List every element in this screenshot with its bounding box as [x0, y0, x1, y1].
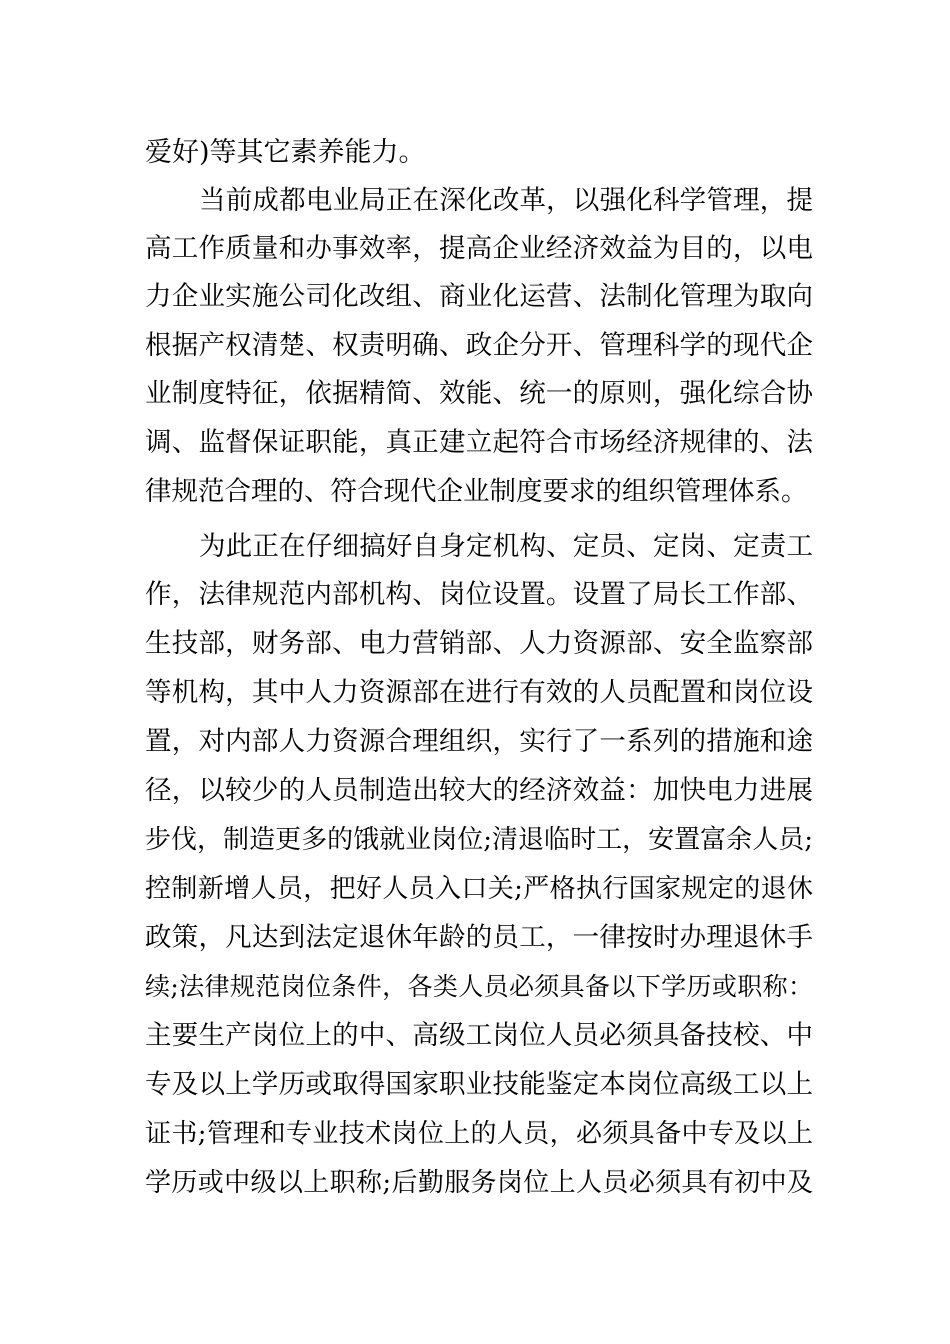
text-line-21: 证书;管理和专业技术岗位上的人员，必须具备中专及以上 — [145, 1119, 813, 1149]
text-line-4: 力企业实施公司化改组、商业化运营、法制化管理为取向 — [145, 281, 813, 312]
text-line-12: 等机构，其中人力资源部在进行有效的人员配置和岗位设 — [145, 677, 813, 708]
text-line-2: 当前成都电业局正在深化改革，以强化科学管理，提 — [199, 185, 813, 216]
text-line-17: 政策，凡达到法定退休年龄的员工，一律按时办理退休手 — [145, 922, 813, 953]
text-line-9: 为此正在仔细搞好自身定机构、定员、定岗、定责工 — [199, 531, 813, 562]
text-line-22: 学历或中级以上职称;后勤服务岗位上人员必须具有初中及 — [145, 1168, 813, 1198]
text-line-13: 置，对内部人力资源合理组织，实行了一系列的措施和途 — [145, 726, 813, 757]
text-line-15: 步伐，制造更多的饿就业岗位;清退临时工，安置富余人员; — [145, 825, 813, 855]
text-line-14: 径，以较少的人员制造出较大的经济效益：加快电力进展 — [145, 775, 813, 806]
text-line-10: 作，法律规范内部机构、岗位设置。设置了局长工作部、 — [145, 579, 813, 610]
text-line-8: 律规范合理的、符合现代企业制度要求的组织管理体系。 — [145, 476, 808, 507]
text-line-7: 调、监督保证职能，真正建立起符合市场经济规律的、法 — [145, 427, 813, 458]
text-line-19: 主要生产岗位上的中、高级工岗位人员必须具备技校、中 — [145, 1020, 813, 1051]
text-line-3: 高工作质量和办事效率，提高企业经济效益为目的，以电 — [145, 233, 813, 264]
text-line-6: 业制度特征，依据精简、效能、统一的原则，强化综合协 — [145, 378, 813, 409]
text-line-18: 续;法律规范岗位条件，各类人员必须具备以下学历或职称： — [145, 972, 813, 1001]
text-line-16: 控制新增人员，把好人员入口关;严格执行国家规定的退休 — [145, 874, 813, 904]
text-line-11: 生技部，财务部、电力营销部、人力资源部、安全监察部 — [145, 628, 813, 659]
text-line-20: 专及以上学历或取得国家职业技能鉴定本岗位高级工以上 — [145, 1069, 813, 1100]
text-line-1: 爱好)等其它素养能力。 — [145, 137, 426, 168]
text-line-5: 根据产权清楚、权责明确、政企分开、管理科学的现代企 — [145, 330, 813, 361]
